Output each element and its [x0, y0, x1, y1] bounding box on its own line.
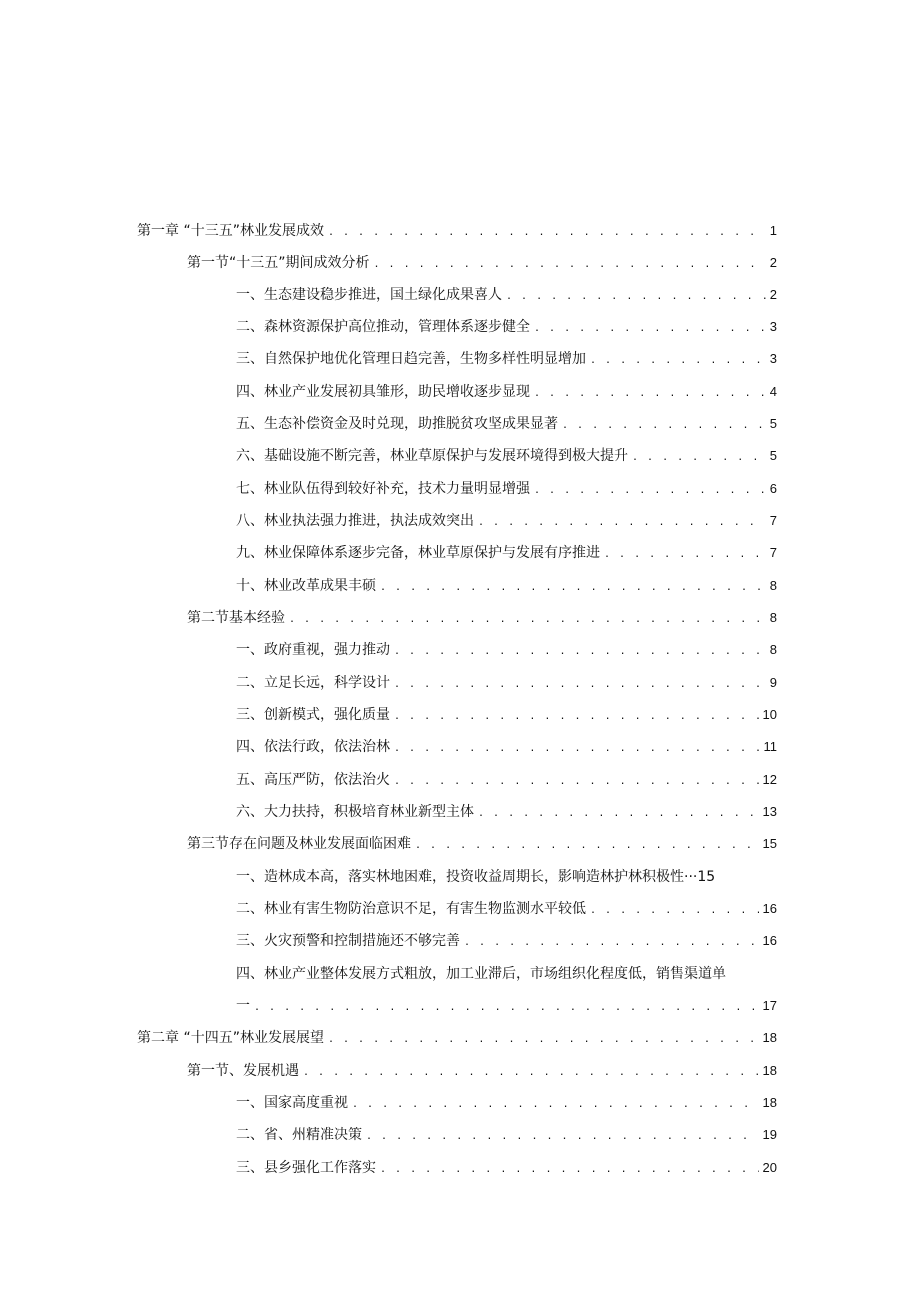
toc-entry-title: 十、林业改革成果丰硕: [236, 578, 376, 594]
toc-entry-item[interactable]: [236, 577, 777, 595]
toc-entry-page: 12: [762, 772, 777, 787]
toc-entry-title: 四、林业产业整体发展方式粗放，加工业滞后，市场组织化程度低，销售渠道单: [236, 966, 726, 982]
toc-entry-title: 三、县乡强化工作落实: [236, 1160, 376, 1176]
toc-leader-dots: [366, 1130, 759, 1144]
toc-entry-title: 九、林业保障体系逐步完备，林业草原保护与发展有序推进: [236, 545, 600, 561]
toc-entry-page: 18: [762, 1030, 777, 1045]
toc-entry-title: 一、造林成本高，落实林地困难，投资收益周期长，影响造林护林积极性···15: [236, 869, 716, 885]
toc-entry-title: 四、林业产业发展初具雏形，助民增收逐步显现: [236, 384, 530, 400]
toc-entry-item[interactable]: [236, 480, 777, 498]
toc-leader-dots: [534, 484, 766, 498]
toc-entry-section[interactable]: [187, 835, 777, 853]
toc-entry-page: 17: [762, 998, 777, 1013]
toc-entry-item[interactable]: [236, 1159, 777, 1177]
toc-entry-page: 5: [769, 416, 777, 431]
toc-entry-page: 5: [769, 448, 777, 463]
toc-entry-title: 五、生态补偿资金及时兑现，助推脱贫攻坚成果显著: [236, 416, 558, 432]
toc-entry-page: 2: [769, 255, 777, 270]
toc-entry-item[interactable]: [236, 544, 777, 562]
toc-leader-dots: [478, 516, 766, 530]
toc-entry-page: 8: [769, 642, 777, 657]
toc-entry-item[interactable]: [236, 318, 777, 336]
toc-entry-page: 8: [769, 578, 777, 593]
toc-entry-page: 4: [769, 384, 777, 399]
toc-entry-section[interactable]: [187, 254, 777, 272]
toc-entry-page: 7: [769, 513, 777, 528]
toc-entry-title: 五、高压严防，依法治火: [236, 772, 390, 788]
toc-entry-item[interactable]: [236, 415, 777, 433]
toc-leader-dots: [394, 775, 759, 789]
toc-entry-item[interactable]: [236, 1094, 777, 1112]
toc-entry-page: 6: [769, 481, 777, 496]
toc-leader-dots: [289, 613, 766, 627]
toc-entry-item[interactable]: [236, 932, 777, 950]
toc-entry-title: 第一章 “十三五”林业发展成效: [137, 223, 324, 239]
toc-entry-title: 三、火灾预警和控制措施还不够完善: [236, 933, 460, 949]
toc-leader-dots: [632, 451, 766, 465]
toc-entry-page: 3: [769, 319, 777, 334]
toc-entry-title: 三、创新模式，强化质量: [236, 707, 390, 723]
toc-leader-dots: [506, 290, 766, 304]
toc-entry-item-continuation[interactable]: [236, 997, 777, 1015]
toc-leader-dots: [604, 548, 766, 562]
toc-leader-dots: [534, 322, 766, 336]
toc-entry-page: 3: [769, 351, 777, 366]
toc-entry-page: 20: [762, 1160, 777, 1175]
toc-entry-title: 二、立足长远，科学设计: [236, 675, 390, 691]
toc-entry-page: 2: [769, 287, 777, 302]
toc-entry-item[interactable]: [236, 286, 777, 304]
toc-entry-page: 7: [769, 545, 777, 560]
toc-entry-page: 16: [762, 933, 777, 948]
toc-leader-dots: [380, 1163, 759, 1177]
toc-leader-dots: [328, 1033, 759, 1047]
toc-leader-dots: [254, 1001, 759, 1015]
toc-entry-title: 第二章 “十四五”林业发展展望: [137, 1030, 324, 1046]
toc-entry-page: 18: [762, 1095, 777, 1110]
toc-leader-dots: [394, 645, 766, 659]
toc-entry-title: 四、依法行政，依法治林: [236, 739, 390, 755]
toc-entry-section[interactable]: [187, 1062, 777, 1080]
toc-entry-item-long[interactable]: [236, 868, 715, 886]
toc-entry-item[interactable]: [236, 641, 777, 659]
toc-entry-page: 11: [763, 739, 777, 754]
toc-entry-page: 9: [769, 675, 777, 690]
toc-entry-title: 一、国家高度重视: [236, 1095, 348, 1111]
toc-entry-section[interactable]: [187, 609, 777, 627]
toc-entry-title: 二、林业有害生物防治意识不足，有害生物监测水平较低: [236, 901, 586, 917]
toc-entry-page: 18: [762, 1063, 777, 1078]
toc-leader-dots: [328, 226, 766, 240]
toc-entry-title: 第一节“十三五”期间成效分析: [187, 255, 370, 271]
toc-entry-item[interactable]: [236, 900, 777, 918]
toc-entry-title: 一、政府重视，强力推动: [236, 642, 390, 658]
toc-entry-title: 六、基础设施不断完善，林业草原保护与发展环境得到极大提升: [236, 448, 628, 464]
toc-entry-page: 8: [769, 610, 777, 625]
toc-entry-page: 13: [762, 804, 777, 819]
toc-leader-dots: [303, 1066, 759, 1080]
toc-entry-item-wrapped[interactable]: [236, 965, 726, 983]
toc-entry-item[interactable]: [236, 447, 777, 465]
toc-entry-title: 一、生态建设稳步推进，国土绿化成果喜人: [236, 287, 502, 303]
toc-entry-title: 第一节、发展机遇: [187, 1063, 299, 1079]
toc-entry-item[interactable]: [236, 383, 777, 401]
toc-entry-title: 第二节基本经验: [187, 610, 285, 626]
toc-entry-title: 三、自然保护地优化管理日趋完善，生物多样性明显增加: [236, 351, 586, 367]
toc-leader-dots: [394, 710, 759, 724]
toc-entry-item[interactable]: [236, 350, 777, 368]
toc-entry-item[interactable]: [236, 738, 777, 756]
toc-entry-item[interactable]: [236, 706, 777, 724]
toc-entry-page: 16: [762, 901, 777, 916]
toc-entry-title: 八、林业执法强力推进，执法成效突出: [236, 513, 474, 529]
toc-entry-title: 二、森林资源保护高位推动，管理体系逐步健全: [236, 319, 530, 335]
toc-entry-chapter-2[interactable]: [137, 1029, 777, 1047]
toc-entry-chapter-1[interactable]: [137, 222, 777, 240]
toc-leader-dots: [590, 354, 766, 368]
toc-leader-dots: [374, 258, 766, 272]
toc-entry-page: 10: [762, 707, 777, 722]
toc-entry-item[interactable]: [236, 674, 777, 692]
toc-entry-item[interactable]: [236, 512, 777, 530]
toc-entry-title: 六、大力扶持，积极培育林业新型主体: [236, 804, 474, 820]
toc-entry-item[interactable]: [236, 803, 777, 821]
toc-entry-title: 第三节存在问题及林业发展面临困难: [187, 836, 411, 852]
toc-leader-dots: [394, 742, 760, 756]
toc-leader-dots: [415, 839, 759, 853]
toc-entry-title: 二、省、州精准决策: [236, 1127, 362, 1143]
toc-leader-dots: [590, 904, 759, 918]
toc-entry-title: 七、林业队伍得到较好补充，技术力量明显增强: [236, 481, 530, 497]
toc-entry-page: 19: [762, 1127, 777, 1142]
toc-entry-item[interactable]: [236, 771, 777, 789]
toc-leader-dots: [534, 387, 766, 401]
toc-leader-dots: [478, 807, 759, 821]
toc-entry-page: 15: [762, 836, 777, 851]
toc-entry-item[interactable]: [236, 1126, 777, 1144]
toc-leader-dots: [464, 936, 759, 950]
toc-leader-dots: [352, 1098, 759, 1112]
toc-leader-dots: [380, 581, 766, 595]
toc-entry-title: 一: [236, 998, 250, 1014]
toc-leader-dots: [394, 678, 766, 692]
toc-leader-dots: [562, 419, 766, 433]
toc-entry-page: 1: [769, 223, 777, 238]
